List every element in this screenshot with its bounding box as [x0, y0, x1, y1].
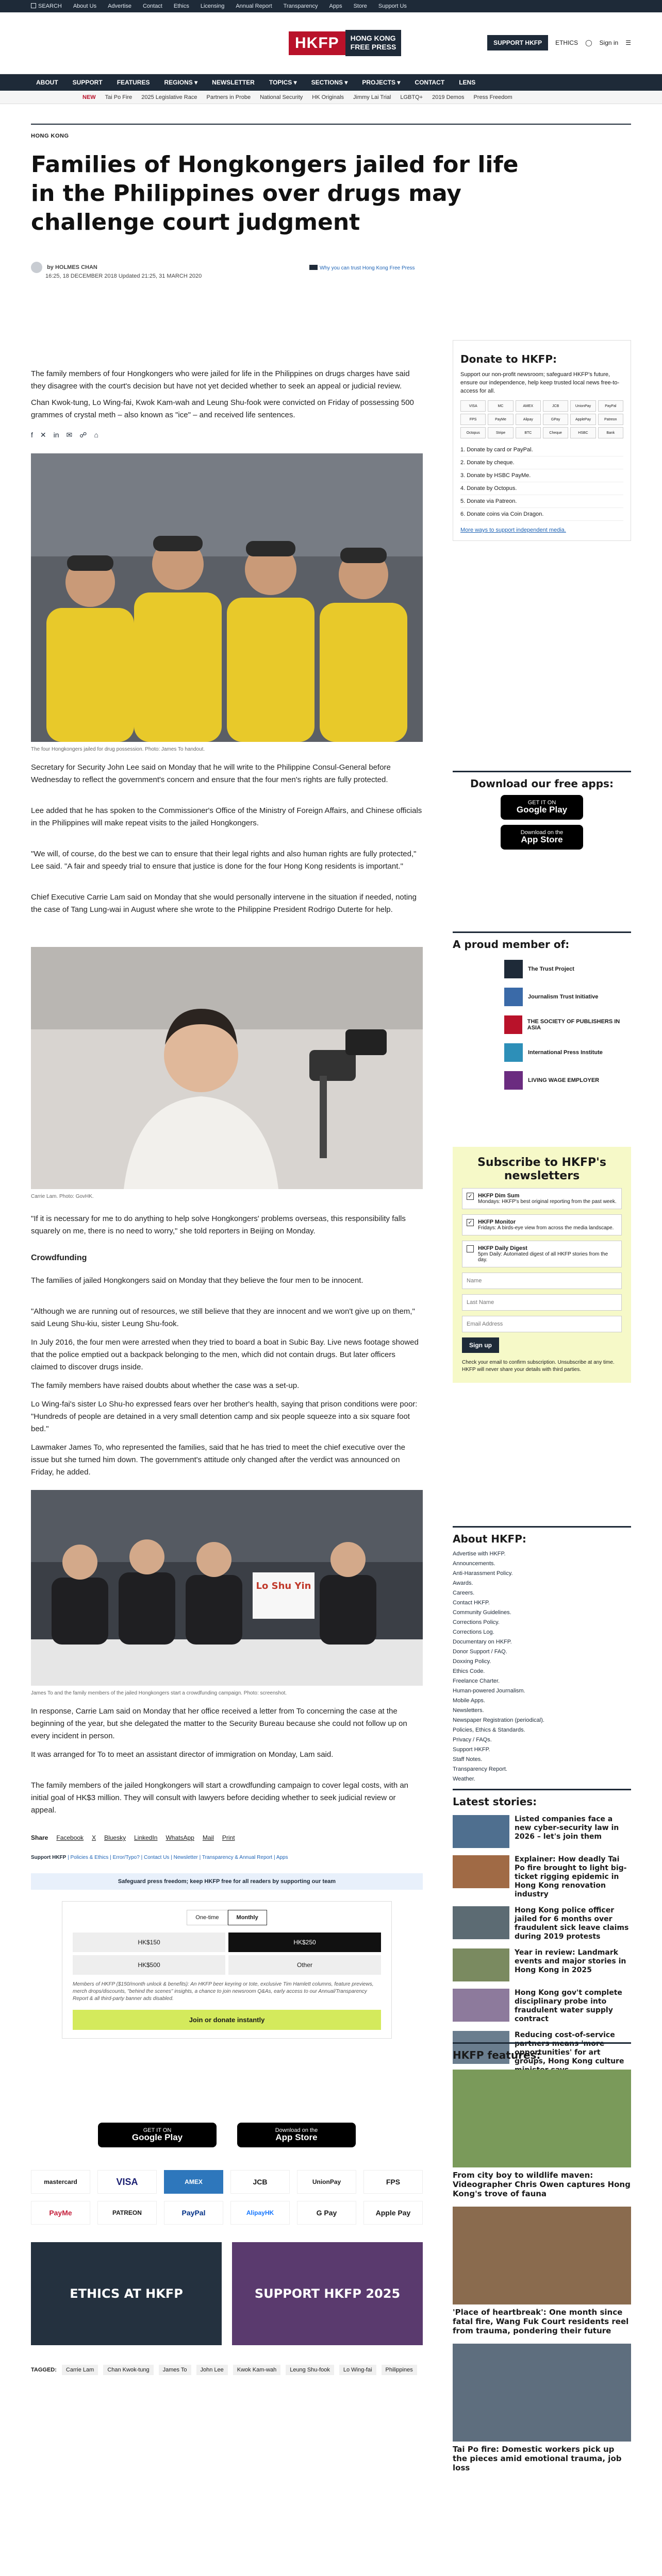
payment-logo: Patreon — [598, 414, 623, 425]
about-list — [453, 1549, 631, 1784]
article-paragraph: The family members of the jailed Hongkongers will start a crowdfunding campaign to cover legal costs, with an initial goal of HK$3 million. They will consult with lawyers before deciding whether to seek judicial review or appeal. — [31, 1781, 409, 1815]
tag-link[interactable]: John Lee — [196, 2365, 228, 2375]
unionpay-logo: UnionPay — [297, 2170, 356, 2194]
nav-item-regions[interactable]: REGIONS ▾ — [164, 79, 198, 86]
more-ways-link[interactable]: More ways to support independent media. — [460, 527, 566, 533]
linkedin-icon[interactable]: in — [53, 431, 59, 439]
payment-logo: Octopus — [460, 427, 486, 438]
member-trust-project[interactable]: The Trust Project — [504, 960, 631, 978]
payment-logo: FPS — [460, 414, 486, 425]
feature-image — [453, 2344, 631, 2442]
trending-link[interactable]: National Security — [260, 94, 303, 100]
logo-wordmark: HONG KONG FREE PRESS — [345, 30, 402, 56]
member-living-wage[interactable]: LIVING WAGE EMPLOYER — [504, 1071, 631, 1090]
payment-logo: HSBC — [570, 427, 595, 438]
about-link[interactable]: Donor Support / FAQ. — [453, 1649, 507, 1655]
sidebar-memberships — [453, 931, 631, 1090]
safeguard-banner[interactable]: Safeguard press freedom; keep HKFP free for all readers by supporting our team — [31, 1873, 423, 1890]
nav-item-topics[interactable]: TOPICS ▾ — [269, 79, 297, 86]
about-link[interactable]: Anti-Harassment Policy. — [453, 1570, 513, 1577]
article-photo-2 — [31, 947, 423, 1199]
about-link[interactable]: Announcements. — [453, 1561, 495, 1567]
jcb-logo: JCB — [230, 2170, 290, 2194]
trust-badge-icon — [309, 265, 318, 270]
payment-logo: Alipay — [516, 414, 541, 425]
bottom-payment-logos — [31, 2170, 423, 2225]
author-avatar — [31, 262, 42, 273]
about-link[interactable]: Mobile Apps. — [453, 1698, 485, 1704]
member-sopa[interactable]: THE SOCIETY OF PUBLISHERS IN ASIA — [504, 1015, 631, 1034]
signup-button[interactable]: Sign up — [462, 1337, 499, 1353]
donate-method-link[interactable]: 2. Donate by cheque. — [460, 456, 623, 469]
tag-link[interactable]: Kwok Kam-wah — [233, 2365, 280, 2375]
share-print-link[interactable]: Print — [222, 1834, 235, 1841]
menu-icon[interactable]: ☰ — [625, 39, 631, 46]
applepay-logo: Apple Pay — [363, 2201, 423, 2225]
amount-option[interactable]: HK$500 — [73, 1955, 225, 1975]
about-link[interactable]: Awards. — [453, 1580, 473, 1586]
article-paragraph: The families of jailed Hongkongers said on Monday that they believe the four men to be innocent. — [31, 1276, 363, 1285]
newsletter-link[interactable]: Newsletter — [173, 1855, 198, 1860]
share-x-link[interactable]: X — [92, 1834, 96, 1841]
membership-note: Members of HKFP ($150/month unlock & benefits): An HKFP beer keyring or tote, exclusive Tim Hamlett columns, feature previews, merch drops/discounts, "behind the scenes" insights, a chance to join newsroom Q&As, early access to our Annual/Transparency Report & all third-party banner ads disabled. — [73, 1981, 374, 2002]
payment-logo: Bank — [598, 427, 623, 438]
latest-story[interactable]: Reducing cost-of-service partners means 'more opportunities' for art groups, Hong Kong culture — [453, 2031, 631, 2075]
nav-item-about[interactable]: ABOUT — [36, 79, 58, 86]
article-paragraph: Lee added that he has spoken to the Commissioner's Office of the Ministry of Foreign Affairs, and Chinese officials in the Philippines will make repeat visits to the jailed Hongkongers. — [31, 806, 422, 827]
trust-link[interactable]: Why you can trust Hong Kong Free Press — [309, 265, 415, 271]
author-name[interactable]: by HOLMES CHAN — [47, 264, 97, 270]
sidebar-google-play-button[interactable]: GET IT ON Google Play — [501, 795, 583, 820]
share-facebook-link[interactable]: Facebook — [56, 1834, 84, 1841]
feature-story[interactable]: 'Place of heartbreak': One month since fatal fire, Wang Fuk Court residents reel from trauma, pondering their future — [453, 2207, 631, 2335]
article-photo-3 — [31, 1490, 423, 1696]
about-link[interactable]: Advertise with HKFP. — [453, 1551, 506, 1557]
utility-link[interactable]: Contact — [142, 3, 162, 9]
share-mail-link[interactable]: Mail — [202, 1834, 214, 1841]
trending-link[interactable]: LGBTQ+ — [400, 94, 423, 100]
header-actions — [487, 35, 631, 50]
payment-logo: GPay — [543, 414, 568, 425]
share-icons — [31, 431, 98, 439]
latest-story[interactable]: Listed companies face a new cyber-security law in 2026 – let's join them — [453, 1815, 631, 1848]
donate-method-link[interactable]: 1. Donate by card or PayPal. — [460, 444, 623, 456]
article-tags — [31, 2365, 423, 2375]
trending-link[interactable]: Tai Po Fire — [105, 94, 133, 100]
nav-item-lens[interactable]: LENS — [459, 79, 476, 86]
sopa-logo-icon — [504, 1015, 522, 1034]
utility-search-link[interactable]: SEARCH — [31, 3, 62, 9]
donate-title: Donate to HKFP: — [460, 353, 557, 365]
share-row — [31, 1834, 423, 1841]
about-link[interactable]: Doxxing Policy. — [453, 1658, 491, 1665]
sidebar-about — [453, 1526, 631, 1784]
new-badge: NEW — [82, 94, 96, 100]
amex-logo: AMEX — [164, 2170, 223, 2194]
header-divider — [31, 124, 631, 125]
donate-method-link[interactable]: 6. Donate coins via Coin Dragon. — [460, 508, 623, 521]
living-wage-logo-icon — [504, 1071, 523, 1090]
payment-logo: PayPal — [598, 400, 623, 412]
policies-link[interactable]: Policies & Ethics — [70, 1855, 109, 1860]
google-play-button[interactable]: GET IT ON Google Play — [98, 2123, 217, 2147]
about-link[interactable]: Community Guidelines. — [453, 1609, 511, 1616]
payment-logo: AMEX — [516, 400, 541, 412]
publish-date: 16:25, 18 DECEMBER 2018 Updated 21:25, 31 MARCH 2020 — [45, 273, 202, 279]
ipi-logo-icon — [504, 1043, 523, 1062]
join-donate-button[interactable]: Join or donate instantly — [73, 2010, 381, 2030]
tag-link[interactable]: Leung Shu-fook — [286, 2365, 334, 2375]
support-links: Support HKFP | Policies & Ethics | Error/Typo? | Contact Us | Newsletter | Transparency & Annual Report | Apps — [31, 1855, 288, 1860]
donate-box — [453, 340, 631, 541]
about-link[interactable]: Freelance Charter. — [453, 1678, 500, 1684]
sidebar-features — [453, 2042, 631, 2472]
support-hkfp-button[interactable]: SUPPORT HKFP — [487, 35, 548, 50]
feature-story[interactable]: From city boy to wildlife maven: Videographer Chris Owen captures Hong Kong's trove of fauna — [453, 2070, 631, 2198]
latest-title: Latest stories: — [453, 1789, 631, 1808]
share-label: Share — [31, 1834, 48, 1841]
gpay-logo: G Pay — [297, 2201, 356, 2225]
donate-methods — [460, 444, 623, 521]
tag-link[interactable]: James To — [159, 2365, 191, 2375]
trending-link[interactable]: 2025 Legislative Race — [141, 94, 197, 100]
utility-link[interactable]: Apps — [329, 3, 342, 9]
frequency-monthly[interactable]: Monthly — [228, 1910, 267, 1925]
about-link[interactable]: Corrections Policy. — [453, 1619, 500, 1625]
about-link[interactable]: Transparency Report. — [453, 1766, 507, 1772]
article-paragraph: Lawmaker James To, who represented the families, said that he has tried to meet the chief executive over the issue but she turned him down. The government's attitude only changed after the verdict was announced on Friday, he added. — [31, 1443, 405, 1477]
donate-payment-logos — [460, 400, 623, 438]
amount-option[interactable]: HK$150 — [73, 1933, 225, 1952]
bottom-app-buttons — [31, 2123, 423, 2147]
tags-label: TAGGED: — [31, 2367, 57, 2373]
inmates-photo — [31, 453, 423, 742]
payment-logo: BTC — [516, 427, 541, 438]
latest-story[interactable]: Year in review: Landmark events and major stories in Hong Kong in 2025 — [453, 1948, 631, 1981]
amount-option-other[interactable]: Other — [228, 1955, 381, 1975]
section-label[interactable]: HONG KONG — [31, 133, 69, 139]
share-bluesky-link[interactable]: Bluesky — [104, 1834, 126, 1841]
newsletter-signup — [453, 1147, 631, 1383]
utility-bar — [0, 0, 662, 12]
mail-icon[interactable]: ✉ — [66, 431, 73, 439]
article-paragraph: Secretary for Security John Lee said on Monday that he will write to the Philippine Consul-General before Wednesday to reflect the government's concern and ensure that the four men's rights are fully protected. — [31, 763, 391, 784]
amount-option-selected[interactable]: HK$250 — [228, 1933, 381, 1952]
tag-link[interactable]: Lo Wing-fai — [339, 2365, 376, 2375]
about-link[interactable]: Newspaper Registration (periodical). — [453, 1717, 544, 1723]
jti-logo-icon — [504, 988, 523, 1006]
trending-link[interactable]: 2019 Demos — [432, 94, 465, 100]
story-thumbnail — [453, 1855, 509, 1888]
nav-item-newsletter[interactable]: NEWSLETTER — [212, 79, 255, 86]
about-link[interactable]: Ethics Code. — [453, 1668, 485, 1674]
nav-item-features[interactable]: FEATURES — [117, 79, 150, 86]
feature-image — [453, 2207, 631, 2304]
utility-link[interactable]: Transparency — [283, 3, 318, 9]
sidebar-app-store-button[interactable]: Download on the App Store — [501, 825, 583, 850]
trending-link[interactable]: Press Freedom — [473, 94, 512, 100]
article-paragraph: In response, Carrie Lam said on Monday that her office received a letter from To concerning the case at the beginning of the year, but she delegated the matter to the Security Bureau because she could not follow up on every incident in person. — [31, 1707, 407, 1740]
payment-logo: Cheque — [543, 427, 568, 438]
article-paragraph: "Although we are running out of resources, we still believe that they are innocent and we won't give up on them," said Leung Shu-kiu, sister Leung Shu-fook. — [31, 1307, 415, 1328]
utility-link[interactable]: Ethics — [173, 3, 189, 9]
nav-item-support[interactable]: SUPPORT — [72, 79, 103, 86]
first-name-input[interactable] — [462, 1273, 622, 1289]
alipay-logo: AlipayHK — [230, 2201, 290, 2225]
latest-story[interactable]: Explainer: How deadly Tai Po fire brought to light big-ticket rigging epidemic in Hong Kong renovation industry — [453, 1855, 631, 1899]
story-thumbnail — [453, 1948, 509, 1981]
x-icon[interactable]: ✕ — [40, 431, 46, 439]
article-paragraph: It was arranged for To to meet an assistant director of immigration on Monday, Lam said. — [31, 1750, 334, 1759]
checkbox-icon[interactable]: ✓ — [467, 1193, 474, 1200]
email-input[interactable] — [462, 1316, 622, 1332]
app-store-button[interactable]: Download on the App Store — [237, 2123, 356, 2147]
utility-link[interactable]: Annual Report — [236, 3, 272, 9]
trending-link[interactable]: Jimmy Lai Trial — [353, 94, 391, 100]
feature-story[interactable]: Tai Po fire: Domestic workers pick up the pieces amid emotional trauma, job loss — [453, 2344, 631, 2472]
support-banner[interactable]: SUPPORT HKFP 2025 — [232, 2242, 423, 2345]
photo-caption: James To and the family members of the jailed Hongkongers start a crowdfunding campaign. Photo: screenshot. — [31, 1690, 287, 1696]
article-paragraph: "If it is necessary for me to do anything to help solve Hongkongers' problems overseas, this responsibility falls squarely on me, there is no need to worry," she told reporters in Beijing on Monday. — [31, 1214, 406, 1235]
patreon-logo: PATREON — [97, 2201, 157, 2225]
utility-link[interactable]: Advertise — [108, 3, 131, 9]
checkbox-icon[interactable]: ✓ — [467, 1219, 474, 1226]
bottom-banners — [31, 2242, 423, 2345]
article-headline: Families of Hongkongers jailed for life in the Philippines over drugs may challenge court judgment — [31, 151, 519, 235]
about-title: About HKFP: — [453, 1526, 631, 1545]
nav-item-sections[interactable]: SECTIONS ▾ — [311, 79, 348, 86]
nav-item-projects[interactable]: PROJECTS ▾ — [362, 79, 401, 86]
photo-caption: Carrie Lam. Photo: GovHK. — [31, 1194, 94, 1199]
proud-title: A proud member of: — [453, 931, 631, 951]
apps-title: Download our free apps: — [453, 771, 631, 790]
trending-bar — [0, 91, 662, 104]
about-link[interactable]: Weather. — [453, 1776, 475, 1782]
site-header — [0, 12, 662, 74]
newsletter-option[interactable]: ✓ HKFP Monitor Fridays: A birds-eye view from across the media landscape. — [462, 1214, 622, 1235]
payme-logo: PayMe — [31, 2201, 90, 2225]
about-link[interactable]: Newsletters. — [453, 1707, 484, 1714]
about-link[interactable]: Privacy / FAQs. — [453, 1737, 492, 1743]
payment-logo: Stripe — [488, 427, 513, 438]
last-name-input[interactable] — [462, 1294, 622, 1311]
frequency-toggle — [73, 1910, 381, 1925]
utility-link[interactable]: Licensing — [200, 3, 225, 9]
transparency-link[interactable]: Transparency & Annual Report — [202, 1855, 273, 1860]
story-thumbnail — [453, 1906, 509, 1939]
nav-item-contact[interactable]: CONTACT — [415, 79, 445, 86]
payment-logo: VISA — [460, 400, 486, 412]
contact-link[interactable]: Contact Us — [143, 1855, 170, 1860]
donate-method-link[interactable]: 5. Donate via Patreon. — [460, 495, 623, 508]
article-paragraph: Chief Executive Carrie Lam said on Monday that she would personally intervene in the situation if needed, noting the case of Tang Lung-wai in August where she wrote to the Philippine President Rodrigo Duterte for help. — [31, 893, 417, 914]
print-icon[interactable]: ⌂ — [94, 431, 98, 439]
about-link[interactable]: Support HKFP. — [453, 1747, 490, 1753]
feature-image — [453, 2070, 631, 2167]
mastercard-logo: mastercard — [31, 2170, 90, 2194]
newsletter-option[interactable]: HKFP Daily Digest 5pm Daily: Automated digest of all HKFP stories from the day. — [462, 1241, 622, 1267]
payment-logo: MC — [488, 400, 513, 412]
latest-story[interactable]: Hong Kong police officer jailed for 6 months over fraudulent sick leave claims during 2019 protests — [453, 1906, 631, 1941]
donate-method-link[interactable]: 3. Donate by HSBC PayMe. — [460, 469, 623, 482]
tag-link[interactable]: Chan Kwok-tung — [103, 2365, 153, 2375]
donate-widget — [62, 1901, 392, 2039]
donate-text[interactable]: Support our non-profit newsroom; safeguard HKFP's future, ensure our independence, help keep trusted local news free-to-access for all. — [460, 371, 620, 394]
press-conference-photo — [31, 1490, 423, 1686]
sidebar-apps — [453, 771, 631, 855]
tag-link[interactable]: Philippines — [382, 2365, 417, 2375]
article-paragraph: The family members have raised doubts about whether the case was a set-up. — [31, 1381, 300, 1390]
logo-mark: HKFP — [289, 31, 345, 55]
utility-link[interactable]: About Us — [73, 3, 97, 9]
article-subhead: Crowdfunding — [31, 1253, 87, 1262]
main-nav — [0, 74, 662, 91]
article-paragraph: The family members of four Hongkongers who were jailed for life in the Philippines on drugs charges have said they disagree with the court's decision but have not yet decided whether to seek an appeal or judicial review. — [31, 369, 410, 391]
facebook-icon[interactable]: f — [31, 431, 33, 439]
sidebar-latest — [453, 1789, 631, 2075]
newsletter-note: Check your email to confirm subscription. Unsubscribe at any time. HKFP will never share your details with third parties. — [462, 1360, 615, 1372]
photo-caption: The four Hongkongers jailed for drug possession. Photo: James To handout. — [31, 747, 205, 752]
amount-grid — [73, 1933, 381, 1975]
share-whatsapp-link[interactable]: WhatsApp — [166, 1834, 194, 1841]
support-hkfp-link[interactable]: Support HKFP — [31, 1855, 67, 1860]
tag-link[interactable]: Carrie Lam — [62, 2365, 98, 2375]
byline — [31, 262, 423, 279]
user-icon[interactable]: ◯ — [585, 39, 592, 46]
about-link[interactable]: Corrections Log. — [453, 1629, 494, 1635]
payment-logo: ApplePay — [570, 414, 595, 425]
apps-link[interactable]: Apps — [276, 1855, 288, 1860]
donate-method-link[interactable]: 4. Donate by Octopus. — [460, 482, 623, 495]
trust-project-logo-icon — [504, 960, 523, 978]
error-link[interactable]: Error/Typo? — [112, 1855, 140, 1860]
utility-link[interactable]: Store — [353, 3, 367, 9]
search-icon — [31, 3, 36, 8]
carrie-lam-photo — [31, 947, 423, 1189]
article-paragraph: Chan Kwok-tung, Lo Wing-fai, Kwok Kam-wah and Leung Shu-fook were convicted on Friday of possessing 500 grammes of crystal meth – also known as "ice" – and received life sentences. — [31, 398, 414, 419]
features-title: HKFP features: — [453, 2042, 631, 2061]
about-link[interactable]: Policies, Ethics & Standards. — [453, 1727, 525, 1733]
utility-link[interactable]: Support Us — [378, 3, 407, 9]
visa-logo: VISA — [97, 2170, 157, 2194]
ethics-link[interactable]: ETHICS — [555, 39, 578, 46]
paypal-logo: PayPal — [164, 2201, 223, 2225]
share-linkedin-link[interactable]: LinkedIn — [134, 1834, 158, 1841]
trending-link[interactable]: Partners in Probe — [206, 94, 251, 100]
link-icon[interactable]: ☍ — [79, 431, 87, 439]
article-paragraph: "We will, of course, do the best we can to ensure that their legal rights and also human rights are fully protected," Lee said. "A fair and speedy trial to ensure that justice is done for the four Hong Kong residents is important." — [31, 850, 417, 871]
about-link[interactable]: Contact HKFP. — [453, 1600, 490, 1606]
member-ipi[interactable]: International Press Institute — [504, 1043, 631, 1062]
article-paragraph: Lo Wing-fai's sister Lo Shu-ho expressed fears over her brother's health, saying that prison conditions were poor: "Hundreds of people are detained in a very small detention camp and six people squeeze into a six square foot bed." — [31, 1400, 418, 1433]
story-thumbnail — [453, 1989, 509, 2022]
article-photo-1 — [31, 453, 423, 752]
sidebar-donate — [453, 340, 631, 541]
checkbox-icon[interactable] — [467, 1245, 474, 1252]
story-thumbnail — [453, 1815, 509, 1848]
payment-logo: UnionPay — [570, 400, 595, 412]
newsletter-option[interactable]: ✓ HKFP Dim Sum Mondays: HKFP's best original reporting from the past week. — [462, 1188, 622, 1209]
frequency-one-time[interactable]: One-time — [187, 1910, 227, 1925]
payment-logo: JCB — [543, 400, 568, 412]
about-link[interactable]: Human-powered Journalism. — [453, 1688, 525, 1694]
about-link[interactable]: Documentary on HKFP. — [453, 1639, 512, 1645]
newsletter-title: Subscribe to HKFP's newsletters — [477, 1156, 606, 1182]
about-link[interactable]: Staff Notes. — [453, 1756, 483, 1762]
about-link[interactable]: Careers. — [453, 1590, 475, 1596]
article-paragraph: In July 2016, the four men were arrested when they tried to board a boat in Subic Bay. Live news footage showed that the police emptied out a backpack belonging to the men, which did not contain drugs. But later officers claimed to discover drugs inside. — [31, 1338, 419, 1371]
signin-link[interactable]: Sign in — [599, 39, 619, 46]
trending-link[interactable]: HK Originals — [312, 94, 344, 100]
protest-sign-text: Lo Shu Yin — [256, 1581, 311, 1591]
member-jti[interactable]: Journalism Trust Initiative — [504, 988, 631, 1006]
ethics-banner[interactable]: ETHICS AT HKFP — [31, 2242, 222, 2345]
site-logo[interactable] — [289, 30, 401, 56]
payment-logo: PayMe — [488, 414, 513, 425]
latest-story[interactable]: Hong Kong gov't complete disciplinary probe into fraudulent water supply contract — [453, 1989, 631, 2024]
fps-logo: FPS — [363, 2170, 423, 2194]
